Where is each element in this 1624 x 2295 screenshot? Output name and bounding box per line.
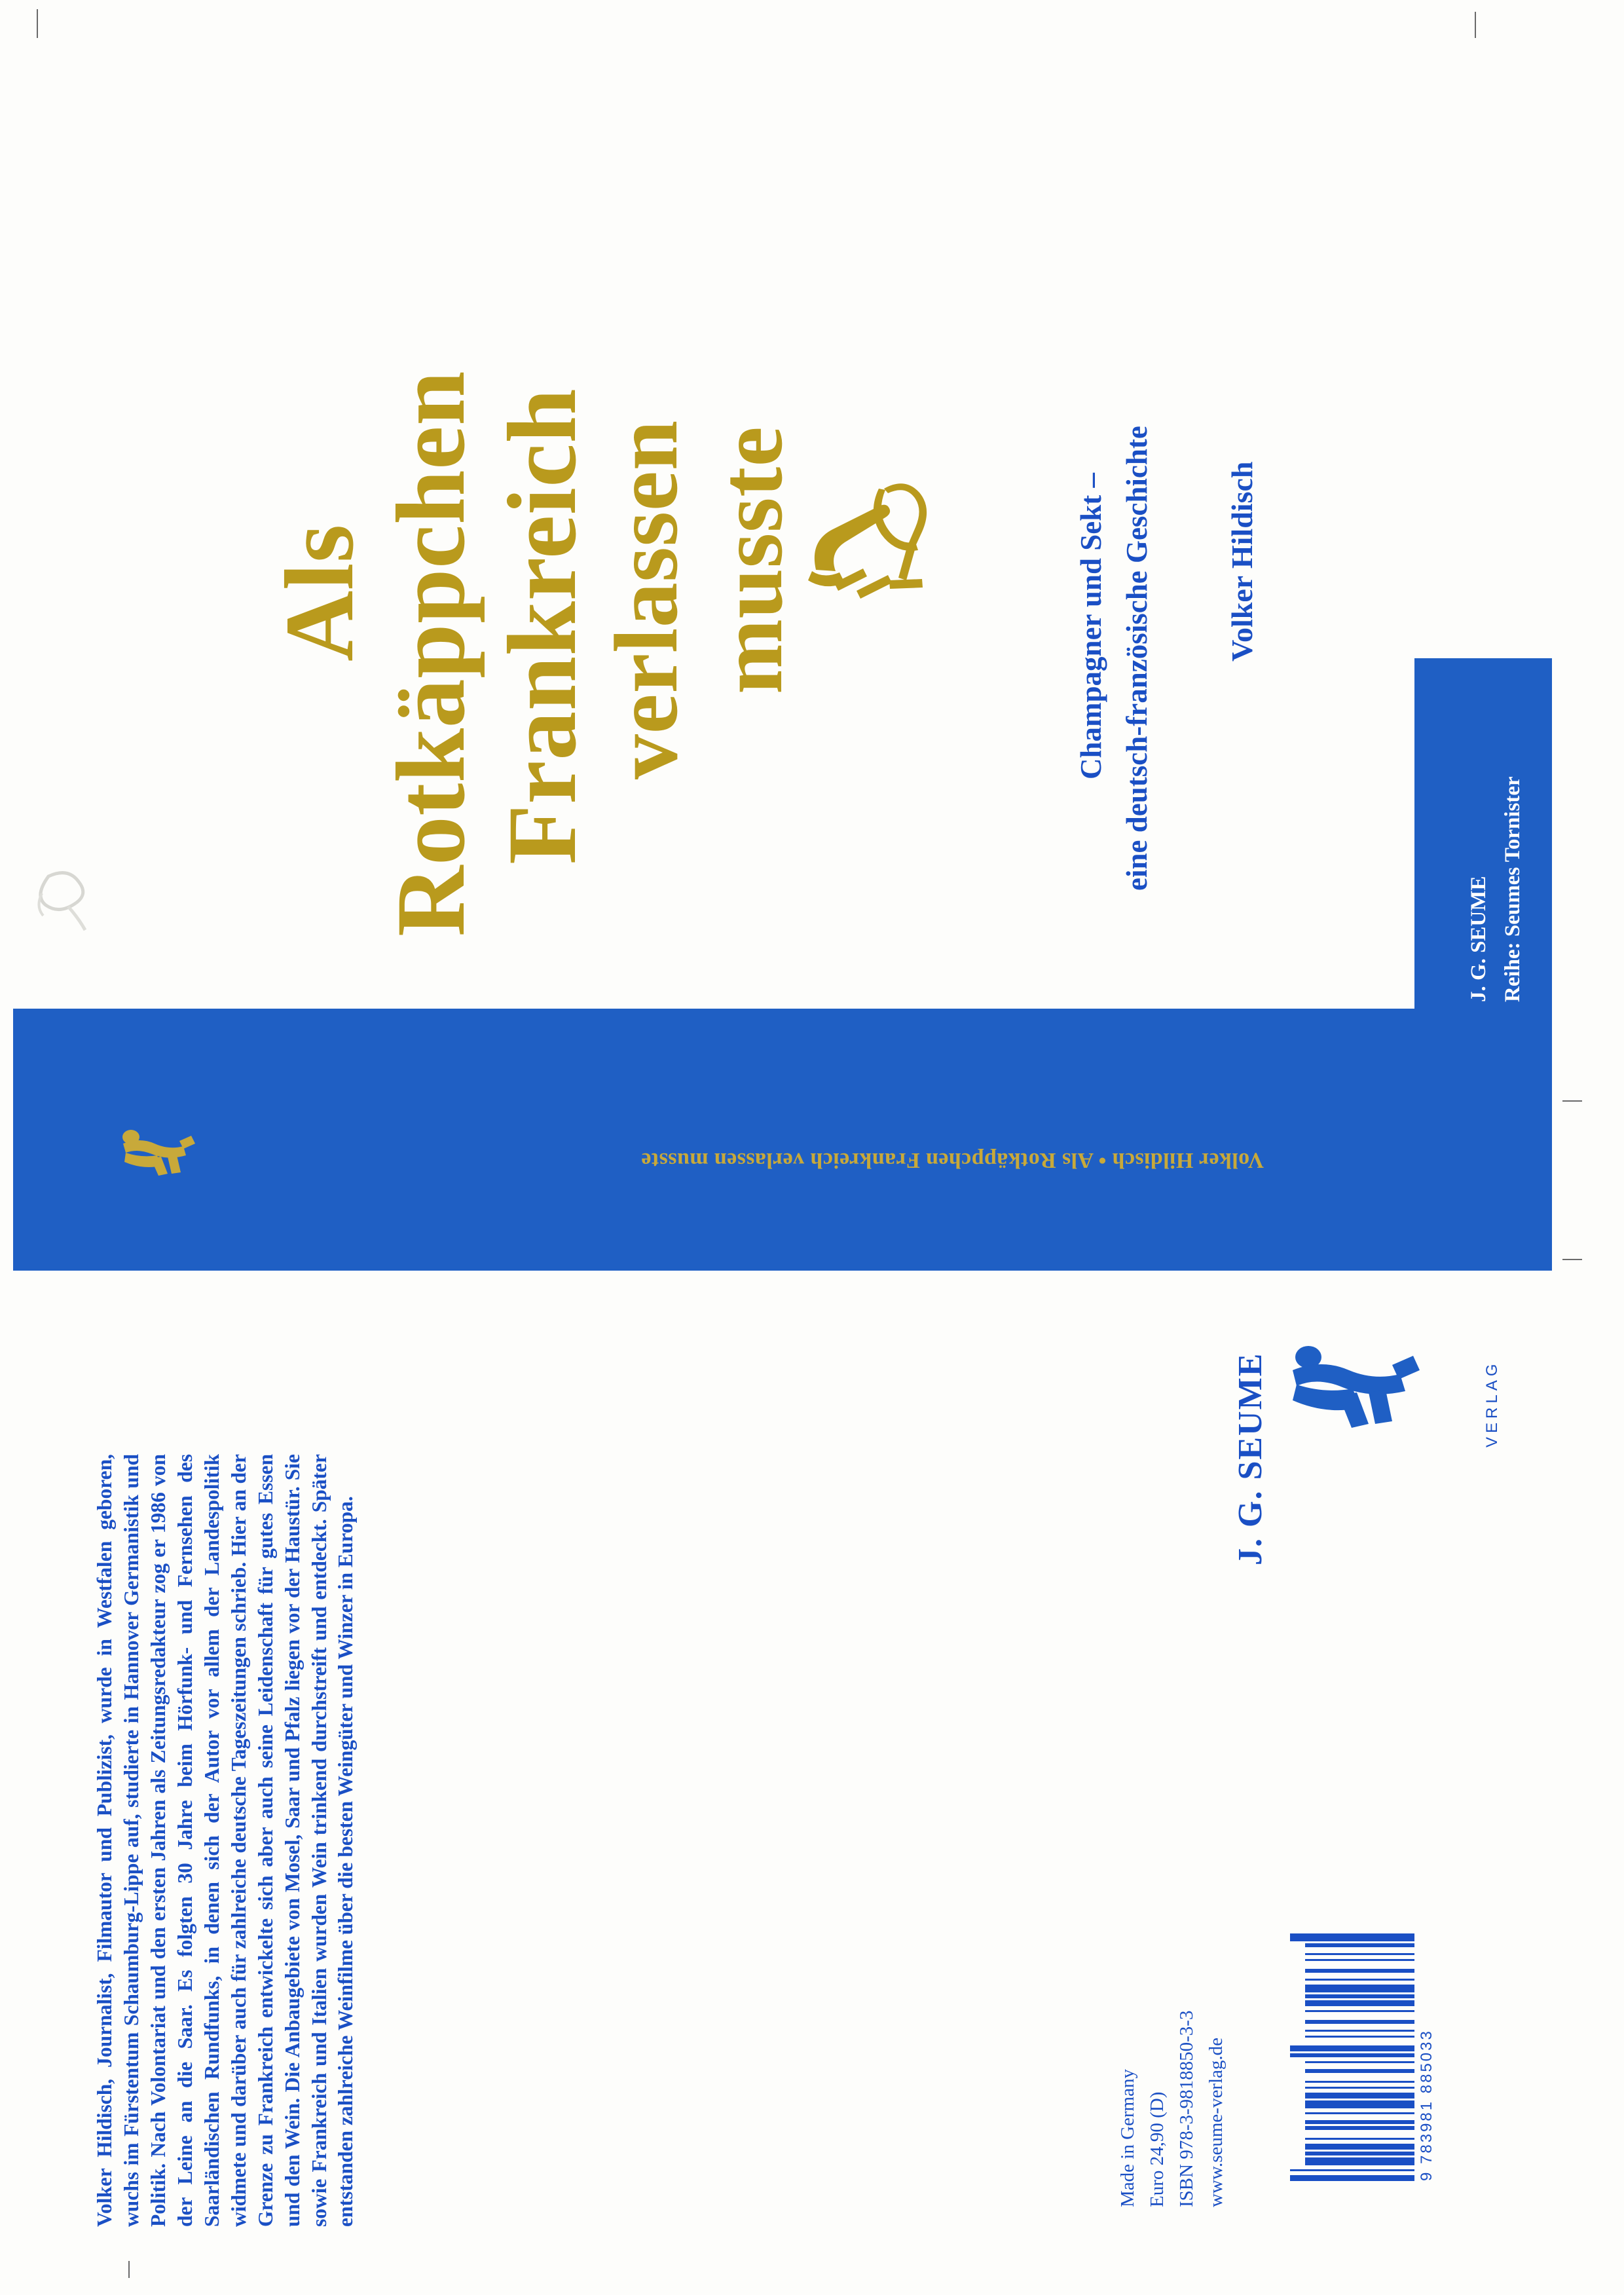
front-cover-subtitle-2 [1120,426,1154,891]
isbn-barcode [1290,1930,1436,2181]
title-line-3: Frankreich [488,388,597,865]
publisher-name-label: J. G. SEUME [1232,1352,1269,1565]
subtitle-line-1: Champagner und Sekt – [1075,472,1107,779]
front-cover-subtitle-1 [1074,473,1108,779]
verlag-text: VERLAG [1483,1360,1501,1447]
imprint-line-1: Made in Germany [1117,2069,1138,2207]
spine-title-author: Volker Hildisch • Als Rotkäppchen Frankreich verlassen musste [641,1148,1264,1172]
title-line-4: verlassen [596,420,696,779]
imprint-block [1113,2011,1231,2207]
front-cover-title-3 [488,388,597,865]
barcode-bars [1290,1930,1414,2181]
subtitle-line-2: eine deutsch-französische Geschichte [1120,426,1153,891]
seume-walker-icon-spine [111,1107,196,1179]
imprint-line-4: www.seume-verlag.de [1205,2037,1227,2207]
front-cover-author [1225,462,1259,662]
champagne-glasses-icon [786,472,976,609]
author-name: Volker Hildisch [1225,461,1259,662]
imprint-line-3: ISBN 978-3-9818850-3-3 [1175,2010,1197,2207]
series-publisher [1467,876,1491,1002]
title-line-5: musste [701,426,801,694]
front-cover-title-5 [701,426,801,694]
front-cover-title-2 [377,370,485,937]
spine-text [641,1148,1264,1172]
title-line-1: Als [265,524,374,662]
series-publisher-label: J. G. SEUME [1467,876,1490,1002]
spine-panel [13,1009,1552,1271]
imprint-line-2: Euro 24,90 (D) [1146,2091,1168,2207]
title-line-2: Rotkäppchen [377,370,485,937]
back-cover-blurb [92,1454,360,2227]
publisher-verlag-label [1483,1360,1502,1447]
blurb-text: Volker Hildisch, Journalist, Filmautor und Publizist, wurde in Westfalen geboren, wuchs im Fürstentum Schaumburg-Lippe auf, studierte in Hannover Germanistik und Politik. Nach Volontariat und den ersten Jahren als Zeitungsredakteur zog er 1986 von der Leine an die Saar. Es folgten 30 Jahre beim Hörfunk- und Fernsehen des Saarländischen Rundfunks, in denen sich der Autor vor allem der Landespolitik widmete und darüber auch für zahlreiche deutsche Tageszeitungen schrieb. Hier an der Grenze zu Frankreich entwickelte sich aber auch seine Leidenschaft für gutes Essen und den Wein. Die Anbaugebiete von Mosel, Saar und Pfalz liegen vor der Haustür. Sie sowie Frankreich und Italien wurden Wein trinkend durchstreift und entdeckt. Später entstanden zahlreiche Weinfilme über die besten Weingüter und Winzer in Europa. [93,1454,358,2227]
publisher-name-back [1231,1353,1270,1565]
series-name-label: Reihe: Seumes Tornister [1501,776,1524,1002]
barcode-digits: 9 783981 885033 [1418,2029,1435,2181]
front-cover-title [265,524,374,662]
series-name [1501,776,1525,1002]
front-cover-title-4 [596,420,696,779]
seume-walker-icon-back [1270,1330,1421,1454]
